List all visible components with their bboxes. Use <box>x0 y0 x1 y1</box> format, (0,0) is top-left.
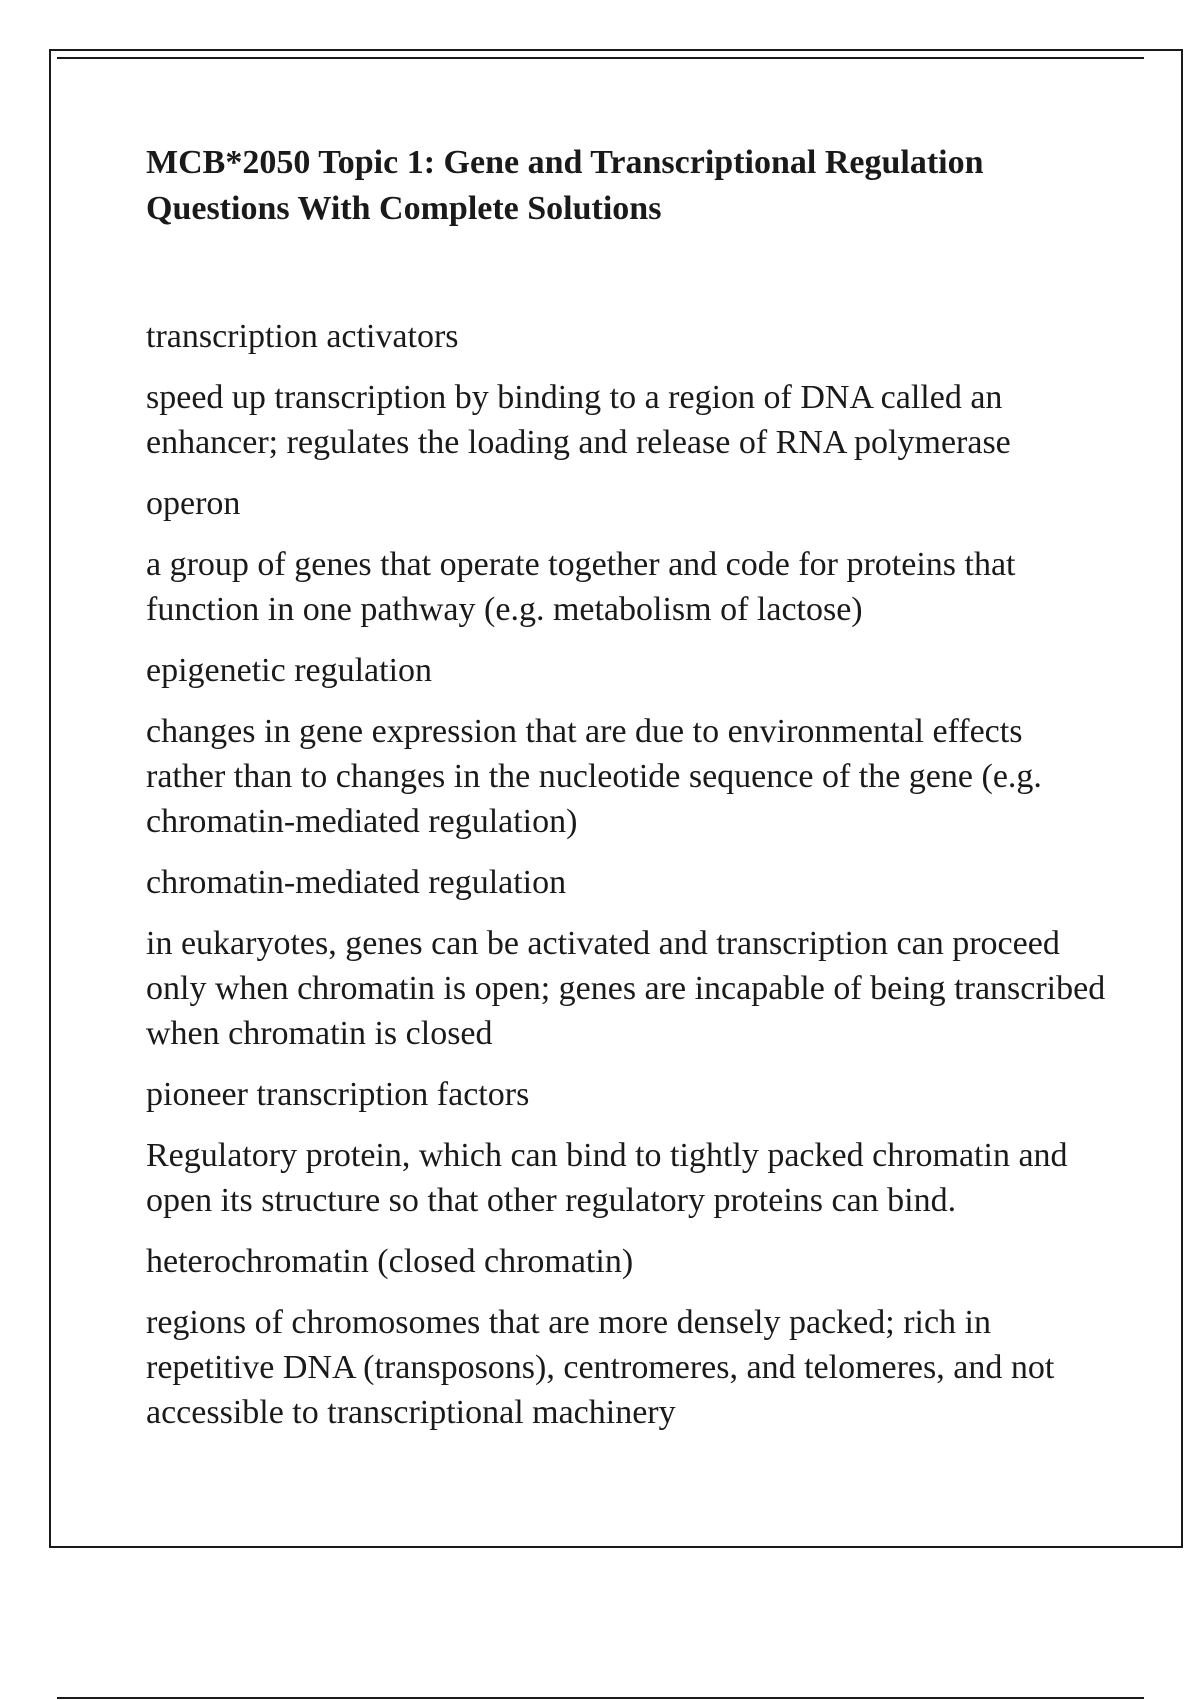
term: epigenetic regulation <box>146 652 433 689</box>
definition: Regulatory protein, which can bind to tightly packed chromatin and open its structure so that other regulatory proteins can bind. <box>146 1137 1068 1219</box>
flashcard-entry <box>146 648 1106 844</box>
definition: regions of chromosomes that are more densely packed; rich in repetitive DNA (transposons), centromeres, and telomeres, and not accessible to transcriptional machinery <box>146 1304 1055 1431</box>
top-rule <box>57 57 1144 59</box>
term: chromatin-mediated regulation <box>146 864 567 901</box>
definition: speed up transcription by binding to a region of DNA called an enhancer; regulates the loading and release of RNA polymerase <box>146 379 1011 461</box>
definition: a group of genes that operate together and code for proteins that function in one pathway (e.g. metabolism of lactose) <box>146 546 1016 628</box>
flashcard-entry <box>146 1072 1106 1223</box>
next-page-top-rule <box>57 1697 1144 1699</box>
flashcard-entry <box>146 860 1106 1056</box>
term: pioneer transcription factors <box>146 1076 530 1113</box>
term: heterochromatin (closed chromatin) <box>146 1243 634 1280</box>
term: operon <box>146 485 241 522</box>
flashcard-list <box>146 314 1106 1435</box>
document-body <box>146 140 1106 1451</box>
document-title: MCB*2050 Topic 1: Gene and Transcriptional Regulation Questions With Complete Solutions <box>146 144 984 227</box>
flashcard-entry <box>146 314 1106 465</box>
flashcard-entry <box>146 1239 1106 1435</box>
definition: changes in gene expression that are due to environmental effects rather than to changes in the nucleotide sequence of the gene (e.g. chromatin-mediated regulation) <box>146 713 1042 840</box>
term: transcription activators <box>146 318 459 355</box>
definition: in eukaryotes, genes can be activated and transcription can proceed only when chromatin is open; genes are incapable of being transcribed when chromatin is closed <box>146 925 1106 1052</box>
flashcard-entry <box>146 481 1106 632</box>
